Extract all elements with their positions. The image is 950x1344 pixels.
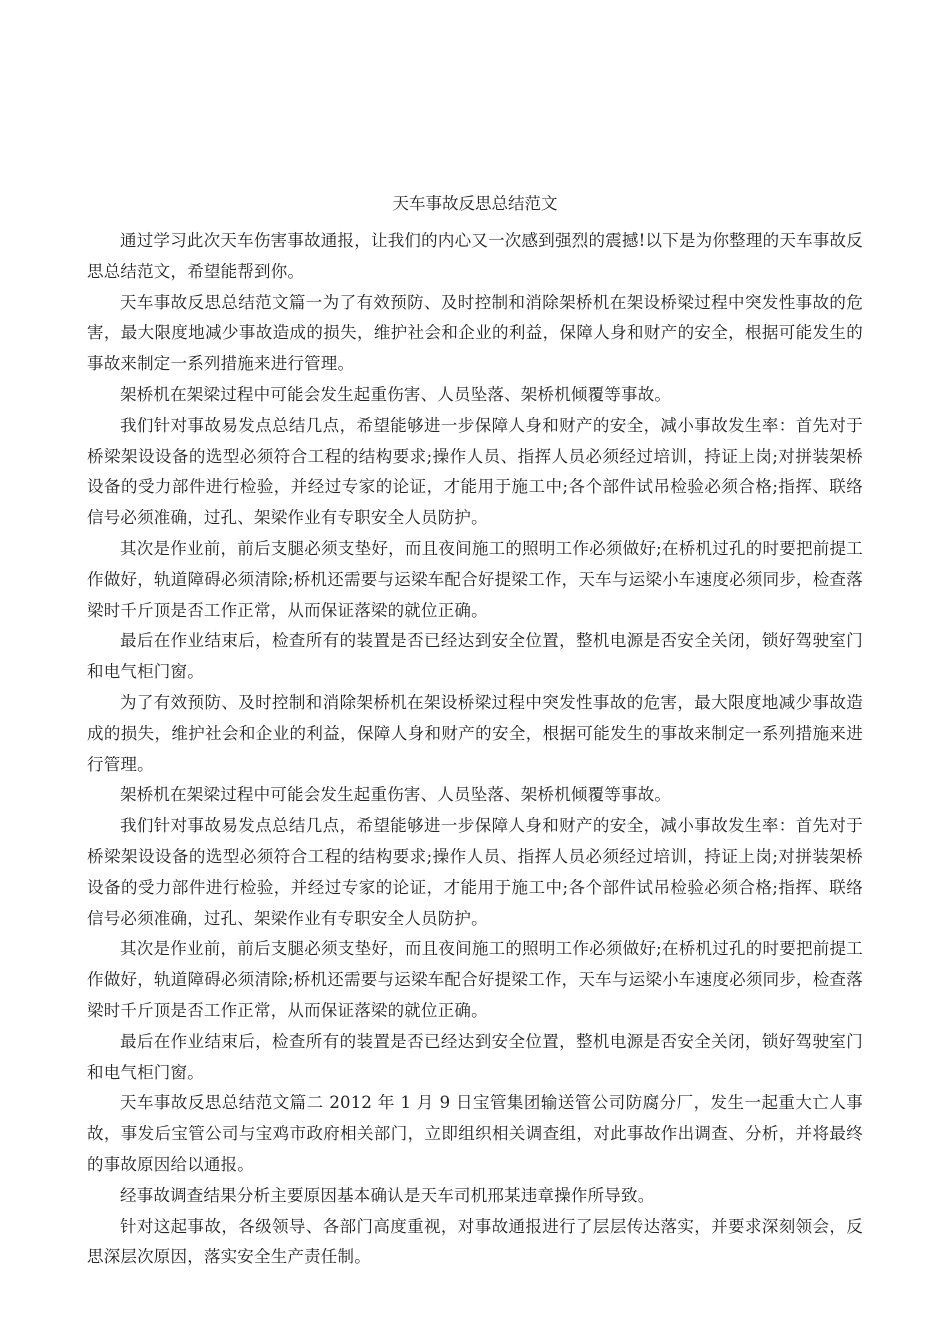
paragraph: 我们针对事故易发点总结几点，希望能够进一步保障人身和财产的安全，减小事故发生率：首先对于桥梁架设设备的选型必须符合工程的结构要求;操作人员、指挥人员必须经过培训，持证上岗;对拼装架桥设备的受力部件进行检验，并经过专家的论证，才能用于施工中;各个部件试吊检验必须合格;指挥、联络信号必须准确，过孔、架梁作业有专职安全人员防护。 xyxy=(87,816,863,928)
paragraph: 经事故调查结果分析主要原因基本确认是天车司机邢某违章操作所导致。 xyxy=(120,1185,655,1205)
paragraph: 最后在作业结束后，检查所有的装置是否已经达到安全位置，整机电源是否安全关闭，锁好驾驶室门和电气柜门窗。 xyxy=(87,631,863,682)
document-title: 天车事故反思总结范文 xyxy=(392,194,558,213)
paragraph: 架桥机在架梁过程中可能会发生起重伤害、人员坠落、架桥机倾覆等事故。 xyxy=(120,384,672,404)
paragraph: 为了有效预防、及时控制和消除架桥机在架设桥梁过程中突发性事故的危害，最大限度地减少事故造成的损失，维护社会和企业的利益，保障人身和财产的安全，根据可能发生的事故来制定一系列措施来进行管理。 xyxy=(87,692,863,774)
paragraph: 最后在作业结束后，检查所有的装置是否已经达到安全位置，整机电源是否安全关闭，锁好驾驶室门和电气柜门窗。 xyxy=(87,1031,863,1082)
paragraph: 架桥机在架梁过程中可能会发生起重伤害、人员坠落、架桥机倾覆等事故。 xyxy=(120,785,672,805)
paragraph: 我们针对事故易发点总结几点，希望能够进一步保障人身和财产的安全，减小事故发生率：首先对于桥梁架设设备的选型必须符合工程的结构要求;操作人员、指挥人员必须经过培训，持证上岗;对拼装架桥设备的受力部件进行检验，并经过专家的论证，才能用于施工中;各个部件试吊检验必须合格;指挥、联络信号必须准确，过孔、架梁作业有专职安全人员防护。 xyxy=(87,415,863,528)
paragraph: 天车事故反思总结范文篇二 2012 年 1 月 9 日宝管集团输送管公司防腐分厂，发生一起重大亡人事故，事发后宝管公司与宝鸡市政府相关部门，立即组织相关调查组，对此事故作出调查、分析，并将最终的事故原因给以通报。 xyxy=(87,1093,863,1174)
paragraph: 其次是作业前，前后支腿必须支垫好，而且夜间施工的照明工作必须做好;在桥机过孔的时要把前提工作做好，轨道障碍必须清除;桥机还需要与运梁车配合好提梁工作，天车与运梁小车速度必须同步，检查落梁时千斤顶是否工作正常，从而保证落梁的就位正确。 xyxy=(87,939,863,1020)
document-page xyxy=(87,192,863,1273)
paragraph: 针对这起事故，各级领导、各部门高度重视，对事故通报进行了层层传达落实，并要求深刻领会，反思深层次原因，落实安全生产责任制。 xyxy=(87,1216,863,1267)
paragraph: 通过学习此次天车伤害事故通报，让我们的内心又一次感到强烈的震撼!以下是为你整理的天车事故反思总结范文，希望能帮到你。 xyxy=(87,231,863,281)
paragraph: 天车事故反思总结范文篇一为了有效预防、及时控制和消除架桥机在架设桥梁过程中突发性事故的危害，最大限度地减少事故造成的损失，维护社会和企业的利益，保障人身和财产的安全，根据可能发生的事故来制定一系列措施来进行管理。 xyxy=(87,292,863,374)
paragraph: 其次是作业前，前后支腿必须支垫好，而且夜间施工的照明工作必须做好;在桥机过孔的时要把前提工作做好，轨道障碍必须清除;桥机还需要与运梁车配合好提梁工作，天车与运梁小车速度必须同步，检查落梁时千斤顶是否工作正常，从而保证落梁的就位正确。 xyxy=(87,538,863,620)
